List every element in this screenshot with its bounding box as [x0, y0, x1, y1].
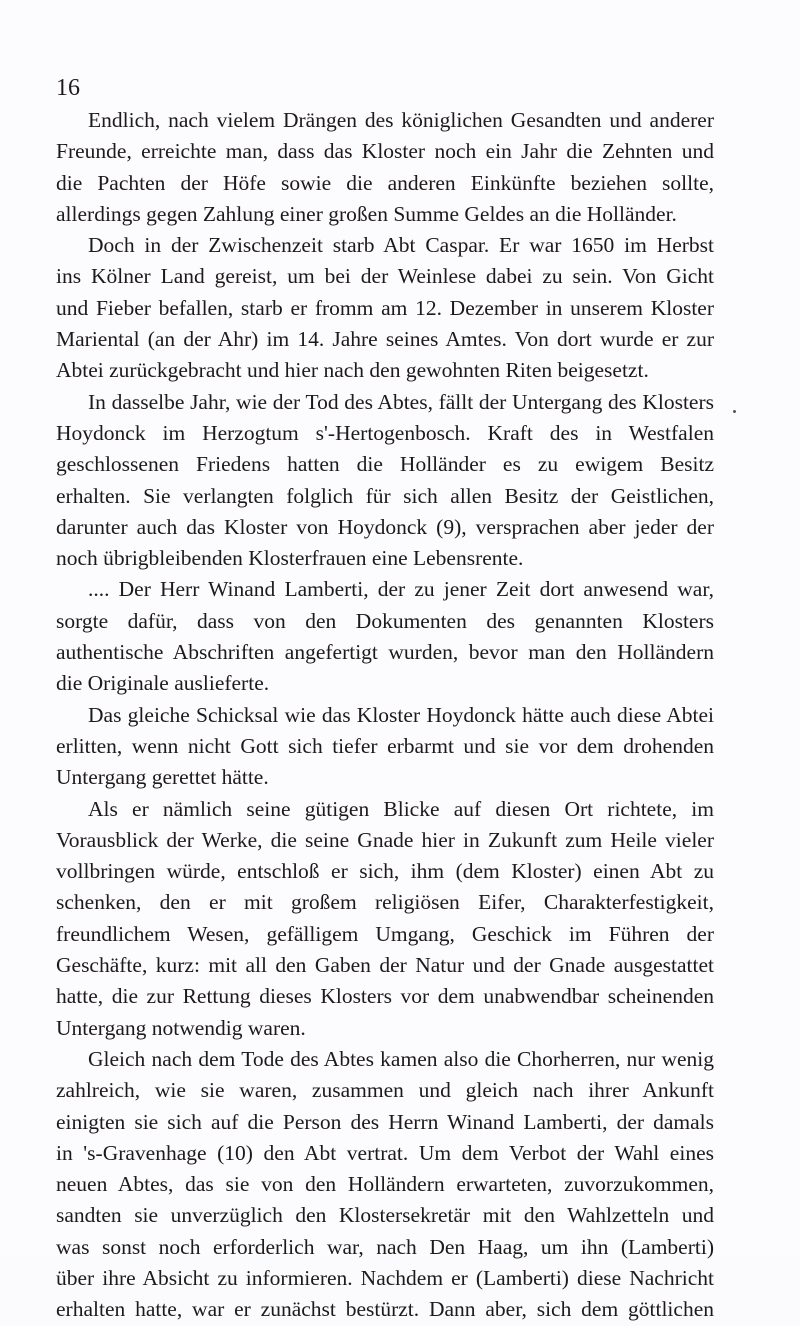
text-line: Mariental (an der Ahr) im 14. Jahre seines Amtes. Von dort wurde er zur: [56, 327, 714, 352]
text-line: Freunde, erreichte man, dass das Kloster noch ein Jahr die Zehnten und: [56, 139, 714, 164]
paragraph: [56, 105, 714, 230]
paragraph: [56, 230, 714, 386]
text-line: ins Kölner Land gereist, um bei der Weinlese dabei zu sein. Von Gicht: [56, 264, 714, 289]
text-line: darunter auch das Kloster von Hoydonck (9), versprachen aber jeder der: [56, 514, 714, 539]
paragraph: [56, 387, 714, 575]
text-line: Untergang gerettet hätte.: [56, 765, 269, 790]
text-line: über ihre Absicht zu informieren. Nachdem er (Lamberti) diese Nachricht: [56, 1265, 714, 1290]
text-line: hatte, die zur Rettung dieses Klosters vor dem unabwendbar scheinenden: [56, 984, 714, 1009]
text-line: vollbringen würde, entschloß er sich, ihm (dem Kloster) einen Abt zu: [56, 859, 714, 884]
page-number: 16: [56, 75, 80, 101]
text-line: Abtei zurückgebracht und hier nach den gewohnten Riten beigesetzt.: [56, 358, 649, 383]
text-line: sorgte dafür, dass von den Dokumenten des genannten Klosters: [56, 608, 714, 633]
paragraph: [56, 574, 714, 699]
paper-speck: [733, 410, 736, 413]
text-line: die Originale auslieferte.: [56, 671, 270, 696]
text-line: Geschäfte, kurz: mit all den Gaben der Natur und der Gnade ausgestattet: [56, 953, 714, 978]
text-line: .... Der Herr Winand Lamberti, der zu jener Zeit dort anwesend war,: [88, 577, 714, 602]
text-line: Untergang notwendig waren.: [56, 1015, 306, 1040]
text-line: erhalten hatte, war er zunächst bestürzt. Dann aber, sich dem göttlichen: [56, 1297, 714, 1322]
text-line: und Fieber befallen, starb er fromm am 12. Dezember in unserem Kloster: [56, 295, 714, 320]
text-line: Als er nämlich seine gütigen Blicke auf diesen Ort richtete, im: [88, 796, 714, 821]
text-line: freundlichem Wesen, gefälligem Umgang, Geschick im Führen der: [56, 921, 714, 946]
text-line: In dasselbe Jahr, wie der Tod des Abtes, fällt der Untergang des Klosters: [88, 389, 714, 414]
text-line: Doch in der Zwischenzeit starb Abt Caspar. Er war 1650 im Herbst: [88, 233, 714, 258]
text-line: Vorausblick der Werke, die seine Gnade hier in Zukunft zum Heile vieler: [56, 827, 714, 852]
text-line: was sonst noch erforderlich war, nach Den Haag, um ihn (Lamberti): [56, 1234, 714, 1259]
text-line: Hoydonck im Herzogtum s'-Hertogenbosch. Kraft des in Westfalen: [56, 420, 714, 445]
paragraph: [56, 794, 714, 1044]
body-text: [56, 105, 714, 1326]
text-line: erhalten. Sie verlangten folglich für sich allen Besitz der Geistlichen,: [56, 483, 714, 508]
text-line: schenken, den er mit großem religiösen Eifer, Charakterfestigkeit,: [56, 890, 714, 915]
text-line: die Pachten der Höfe sowie die anderen Einkünfte beziehen sollte,: [56, 170, 714, 195]
text-line: geschlossenen Friedens hatten die Holländer es zu ewigem Besitz: [56, 452, 714, 477]
text-line: einigten sie sich auf die Person des Herrn Winand Lamberti, der damals: [56, 1109, 714, 1134]
text-line: Endlich, nach vielem Drängen des königlichen Gesandten und anderer: [88, 108, 714, 132]
text-line: Gleich nach dem Tode des Abtes kamen also die Chorherren, nur wenig: [88, 1046, 714, 1071]
paragraph: [56, 700, 714, 794]
text-line: sandten sie unverzüglich den Klostersekretär mit den Wahlzetteln und: [56, 1203, 714, 1228]
paragraph: [56, 1044, 714, 1326]
text-line: zahlreich, wie sie waren, zusammen und gleich nach ihrer Ankunft: [56, 1078, 714, 1103]
text-line: noch übrigbleibenden Klosterfrauen eine Lebensrente.: [56, 546, 524, 571]
text-line: erlitten, wenn nicht Gott sich tiefer erbarmt und sie vor dem drohenden: [56, 733, 714, 758]
text-line: neuen Abtes, das sie von den Holländern erwarteten, zuvorzukommen,: [56, 1172, 714, 1197]
text-line: allerdings gegen Zahlung einer großen Summe Geldes an die Holländer.: [56, 201, 677, 226]
text-line: in 's-Gravenhage (10) den Abt vertrat. Um dem Verbot der Wahl eines: [56, 1140, 714, 1165]
text-line: Das gleiche Schicksal wie das Kloster Hoydonck hätte auch diese Abtei: [88, 702, 714, 727]
text-line: authentische Abschriften angefertigt wurden, bevor man den Holländern: [56, 640, 714, 665]
